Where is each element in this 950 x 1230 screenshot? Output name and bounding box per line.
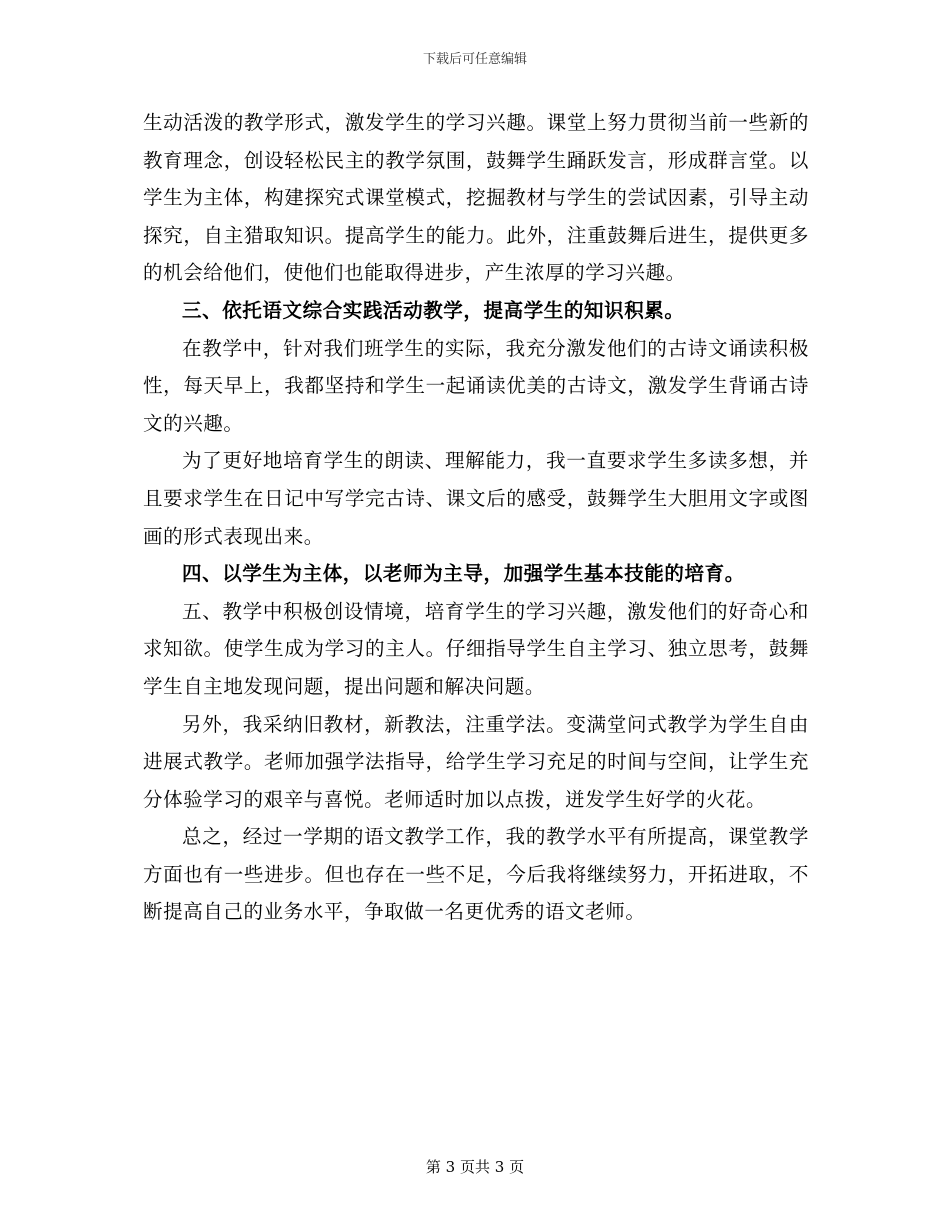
paragraph-section-5: 五、教学中积极创设情境，培育学生的学习兴趣，激发他们的好奇心和求知欲。使学生成为学习的主人。仔细指导学生自主学习、独立思考，鼓舞学生自主地发现问题，提出问题和解决问题。 (143, 599, 809, 698)
page-header: 下载后可任意编辑 (422, 52, 527, 67)
paragraph-conclusion: 总之，经过一学期的语文教学工作，我的教学水平有所提高，课堂教学方面也有一些进步。但也存在一些不足，今后我将继续努力，开拓进取，不断提高自己的业务水平，争取做一名更优秀的语文老师。 (143, 825, 809, 924)
paragraph-teaching-method: 另外，我采纳旧教材，新教法，注重学法。变满堂问式教学为学生自由进展式教学。老师加强学法指导，给学生学习充足的时间与空间，让学生充分体验学习的艰辛与喜悦。老师适时加以点拨，迸发学生好学的火花。 (143, 712, 809, 811)
paragraph-continuation: 生动活泼的教学形式，激发学生的学习兴趣。课堂上努力贯彻当前一些新的教育理念，创设轻松民主的教学氛围，鼓舞学生踊跃发言，形成群言堂。以学生为主体，构建探究式课堂模式，挖掘教材与学生的尝试因素，引导主动探究，自主猎取知识。提高学生的能力。此外，注重鼓舞后进生，提供更多的机会给他们，使他们也能取得进步，产生浓厚的学习兴趣。 (143, 111, 809, 285)
section-heading-4: 四、以学生为主体，以老师为主导，加强学生基本技能的培育。 (182, 562, 745, 586)
section-heading-3: 三、依托语文综合实践活动教学，提高学生的知识积累。 (182, 298, 685, 322)
paragraph-reading-ability: 为了更好地培育学生的朗读、理解能力，我一直要求学生多读多想，并且要求学生在日记中写学完古诗、课文后的感受，鼓舞学生大胆用文字或图画的形式表现出来。 (143, 449, 809, 548)
paragraph-recitation: 在教学中，针对我们班学生的实际，我充分激发他们的古诗文诵读积极性，每天早上，我都坚持和学生一起诵读优美的古诗文，激发学生背诵古诗文的兴趣。 (143, 336, 809, 435)
document-body (143, 104, 809, 931)
page-number-footer: 第 3 页共 3 页 (425, 1158, 525, 1176)
